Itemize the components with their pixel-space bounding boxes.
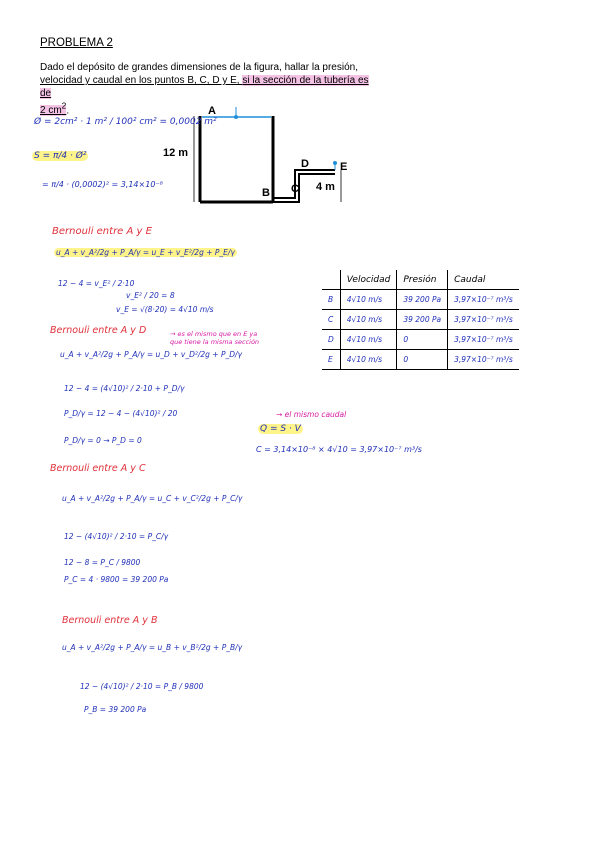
equation-a-e-step-2: v_E² / 20 = 8 [126,291,175,300]
table-cell-point: E [328,355,333,364]
table-row [322,330,519,350]
table-cell-point: D [328,335,334,344]
label-e: E [340,161,348,173]
table-cell-flow: 3,97×10⁻⁷ m³/s [448,310,519,330]
equation-a-e: u_A + v_A²/2g + P_A/γ = u_E + v_E²/2g + P_E/γ [56,248,235,257]
equation-a-c-step-1: 12 − (4√10)² / 2·10 = P_C/γ [64,532,169,541]
heading-a-e: Bernouli entre A y E [52,226,152,237]
label-d: D [301,158,309,170]
area-formula: S = π/4 · Ø² [34,151,87,161]
statement-line-2: velocidad y caudal en los puntos B, C, D y E, [40,75,243,86]
equation-a-c-result: P_C = 4 · 9800 = 39 200 Pa [64,575,169,584]
label-a: A [208,105,216,117]
table-cell-velocity: 4√10 m/s [340,310,397,330]
table-cell-point: C [328,315,334,324]
statement-highlight: si la sección de la tubería es de [40,75,369,99]
table-cell-point: B [328,295,334,304]
equation-a-b-result: P_B = 39 200 Pa [84,705,147,714]
pipe-outlet-marker [333,161,337,165]
height-label: 12 m [163,147,189,159]
equation-a-b-step-1: 12 − (4√10)² / 2·10 = P_B / 9800 [80,682,204,691]
heading-a-b: Bernouli entre A y B [62,615,158,626]
results-table [322,270,519,370]
area-value: = π/4 · (0,0002)² = 3,14×10⁻⁸ [42,180,163,189]
pipe-length-label: 4 m [316,181,335,193]
table-header-flow: Caudal [448,270,519,290]
table-cell-velocity: 4√10 m/s [340,350,397,370]
table-row [322,310,519,330]
table-cell-pressure: 39 200 Pa [397,290,448,310]
statement-end: . [66,105,70,117]
equation-a-d: u_A + v_A²/2g + P_A/γ = u_D + v_D²/2g + P_D/γ [60,350,242,359]
diameter-conversion: Ø = 2cm² · 1 m² / 100² cm² = 0,0002 m² [34,117,217,127]
table-header-velocity: Velocidad [340,270,397,290]
label-b: B [262,187,270,199]
table-header-row [322,270,519,290]
statement-area-exp: 2 [61,101,67,111]
equation-a-d-step-1: 12 − 4 = (4√10)² / 2·10 + P_D/γ [64,384,185,393]
table-cell-pressure: 39 200 Pa [397,310,448,330]
table-cell-velocity: 4√10 m/s [340,290,397,310]
heading-a-c: Bernouli entre A y C [50,463,146,474]
equation-a-d-step-2: P_D/γ = 12 − 4 − (4√10)² / 20 [64,409,178,418]
table-header-pressure: Presión [397,270,448,290]
problem-title: PROBLEMA 2 [40,37,113,49]
heading-a-d: Bernouli entre A y D [50,325,147,336]
table-cell-flow: 3,97×10⁻⁷ m³/s [448,290,519,310]
equation-a-e-step-1: 12 − 4 = v_E² / 2·10 [58,279,135,288]
table-cell-pressure: 0 [397,350,448,370]
table-cell-flow: 3,97×10⁻⁷ m³/s [448,330,519,350]
equation-a-d-result: P_D/γ = 0 → P_D = 0 [64,436,142,445]
table-row [322,290,519,310]
label-c: C [291,183,299,195]
statement-area [40,101,67,117]
table-row [322,350,519,370]
water-level-marker [234,115,238,119]
equation-a-c-step-2: 12 − 8 = P_C / 9800 [64,558,141,567]
equation-a-b: u_A + v_A²/2g + P_A/γ = u_B + v_B²/2g + P_B/γ [62,643,243,652]
table-cell-pressure: 0 [397,330,448,350]
flow-calculation: C = 3,14×10⁻⁸ × 4√10 = 3,97×10⁻⁷ m³/s [256,445,422,454]
table-header-point [322,270,340,290]
note-same-section: → es el mismo que en E ya que tiene la misma sección [170,330,260,346]
statement-area-value: 2 cm [40,105,62,117]
equation-a-e-result: v_E = √(8·20) = 4√10 m/s [116,305,214,314]
flow-formula: Q = S · V [260,424,301,434]
note-same-flow: → el mismo caudal [276,410,347,419]
table-cell-flow: 3,97×10⁻⁷ m³/s [448,350,519,370]
equation-a-c: u_A + v_A²/2g + P_A/γ = u_C + v_C²/2g + P_C/γ [62,494,243,503]
table-cell-velocity: 4√10 m/s [340,330,397,350]
statement-line-1: Dado el depósito de grandes dimensiones de la figura, hallar la presión, [40,62,358,73]
